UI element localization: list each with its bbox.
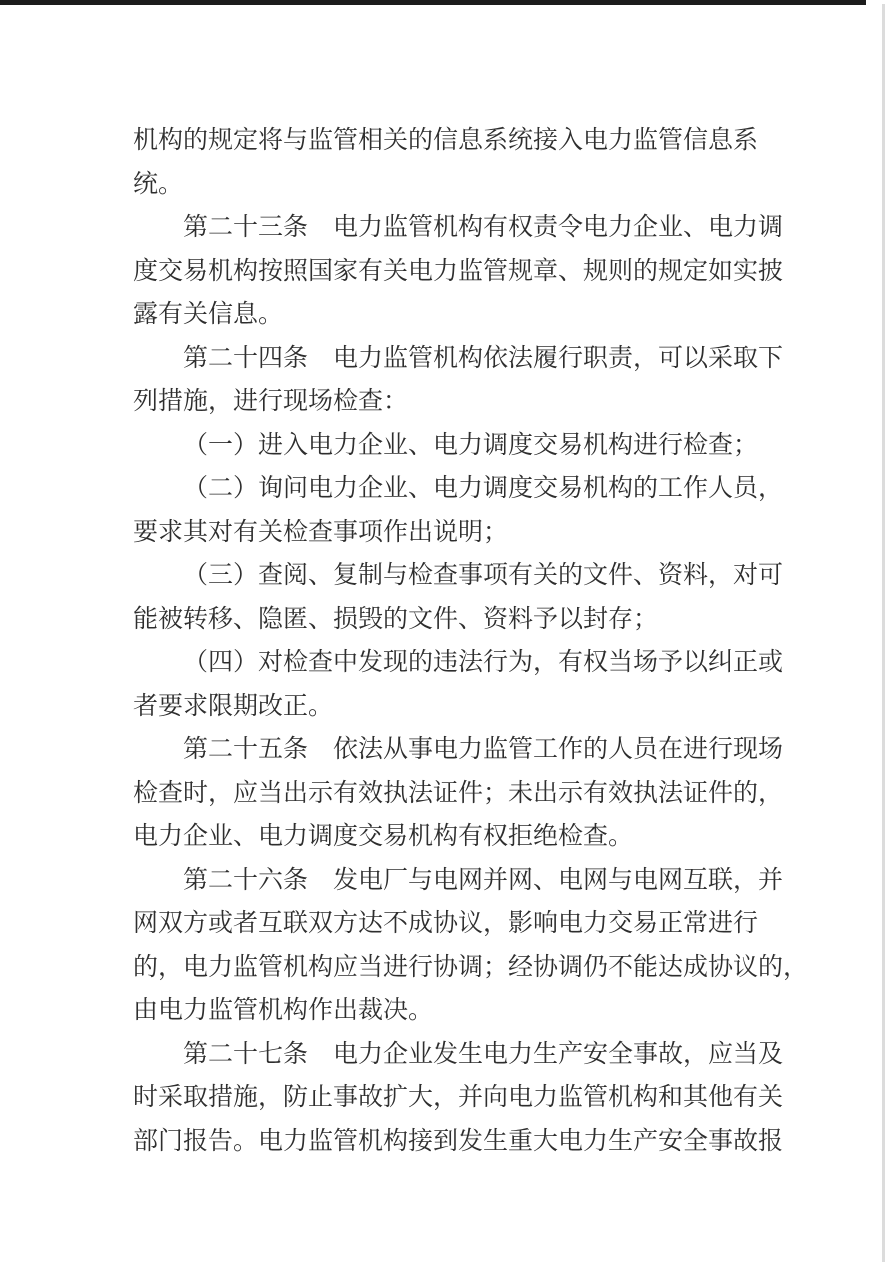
text-line: （一）进入电力企业、电力调度交易机构进行检查； — [183, 431, 759, 459]
text-line: 要求其对有关检查事项作出说明； — [133, 518, 509, 546]
text-line: 者要求限期改正。 — [133, 692, 334, 720]
text-line: （四）对检查中发现的违法行为，有权当场予以纠正或 — [183, 649, 784, 676]
text-line: （二）询问电力企业、电力调度交易机构的工作人员， — [183, 475, 784, 502]
text-line: 时采取措施，防止事故扩大，并向电力监管机构和其他有关 — [133, 1084, 784, 1111]
continuation-paragraph — [133, 119, 781, 206]
text-line: 的，电力监管机构应当进行协调；经协调仍不能达成协议的， — [133, 953, 809, 981]
text-line: 第二十五条 依法从事电力监管工作的人员在进行现场 — [183, 736, 784, 763]
text-line: 列措施，进行现场检查： — [133, 388, 409, 415]
article-paragraph — [133, 859, 809, 1033]
text-line: 能被转移、隐匿、损毁的文件、资料予以封存； — [133, 605, 659, 633]
text-line: 检查时，应当出示有效执法证件；未出示有效执法证件的， — [133, 779, 784, 807]
text-line: 露有关信息。 — [133, 301, 284, 328]
text-line: 电力企业、电力调度交易机构有权拒绝检查。 — [133, 823, 634, 850]
text-line: 第二十四条 电力监管机构依法履行职责，可以采取下 — [183, 344, 784, 372]
text-line: 部门报告。电力监管机构接到发生重大电力生产安全事故报 — [133, 1127, 784, 1155]
article-paragraph — [133, 424, 781, 468]
text-line: 统。 — [133, 170, 184, 198]
text-line: 网双方或者互联双方达不成协议，影响电力交易正常进行 — [133, 910, 759, 937]
article-paragraph — [133, 467, 784, 554]
scan-right-edge-line — [882, 4, 885, 1262]
text-line: （三）查阅、复制与检查事项有关的文件、资料，对可 — [183, 562, 784, 589]
article-paragraph — [133, 554, 784, 641]
text-line: 第二十七条 电力企业发生电力生产安全事故，应当及 — [183, 1040, 784, 1068]
scan-top-edge-bar — [0, 0, 866, 5]
text-line: 机构的规定将与监管相关的信息系统接入电力监管信息系 — [133, 127, 759, 154]
article-paragraph — [133, 728, 784, 859]
text-line: 第二十三条 电力监管机构有权责令电力企业、电力调 — [183, 214, 784, 241]
article-paragraph — [133, 641, 784, 728]
document-body — [133, 119, 809, 1163]
article-paragraph — [133, 1033, 784, 1164]
article-paragraph — [133, 337, 784, 424]
text-line: 由电力监管机构作出裁决。 — [133, 997, 434, 1024]
article-paragraph — [133, 206, 784, 337]
text-line: 第二十六条 发电厂与电网并网、电网与电网互联，并 — [183, 866, 784, 894]
text-line: 度交易机构按照国家有关电力监管规章、规则的规定如实披 — [133, 257, 784, 285]
